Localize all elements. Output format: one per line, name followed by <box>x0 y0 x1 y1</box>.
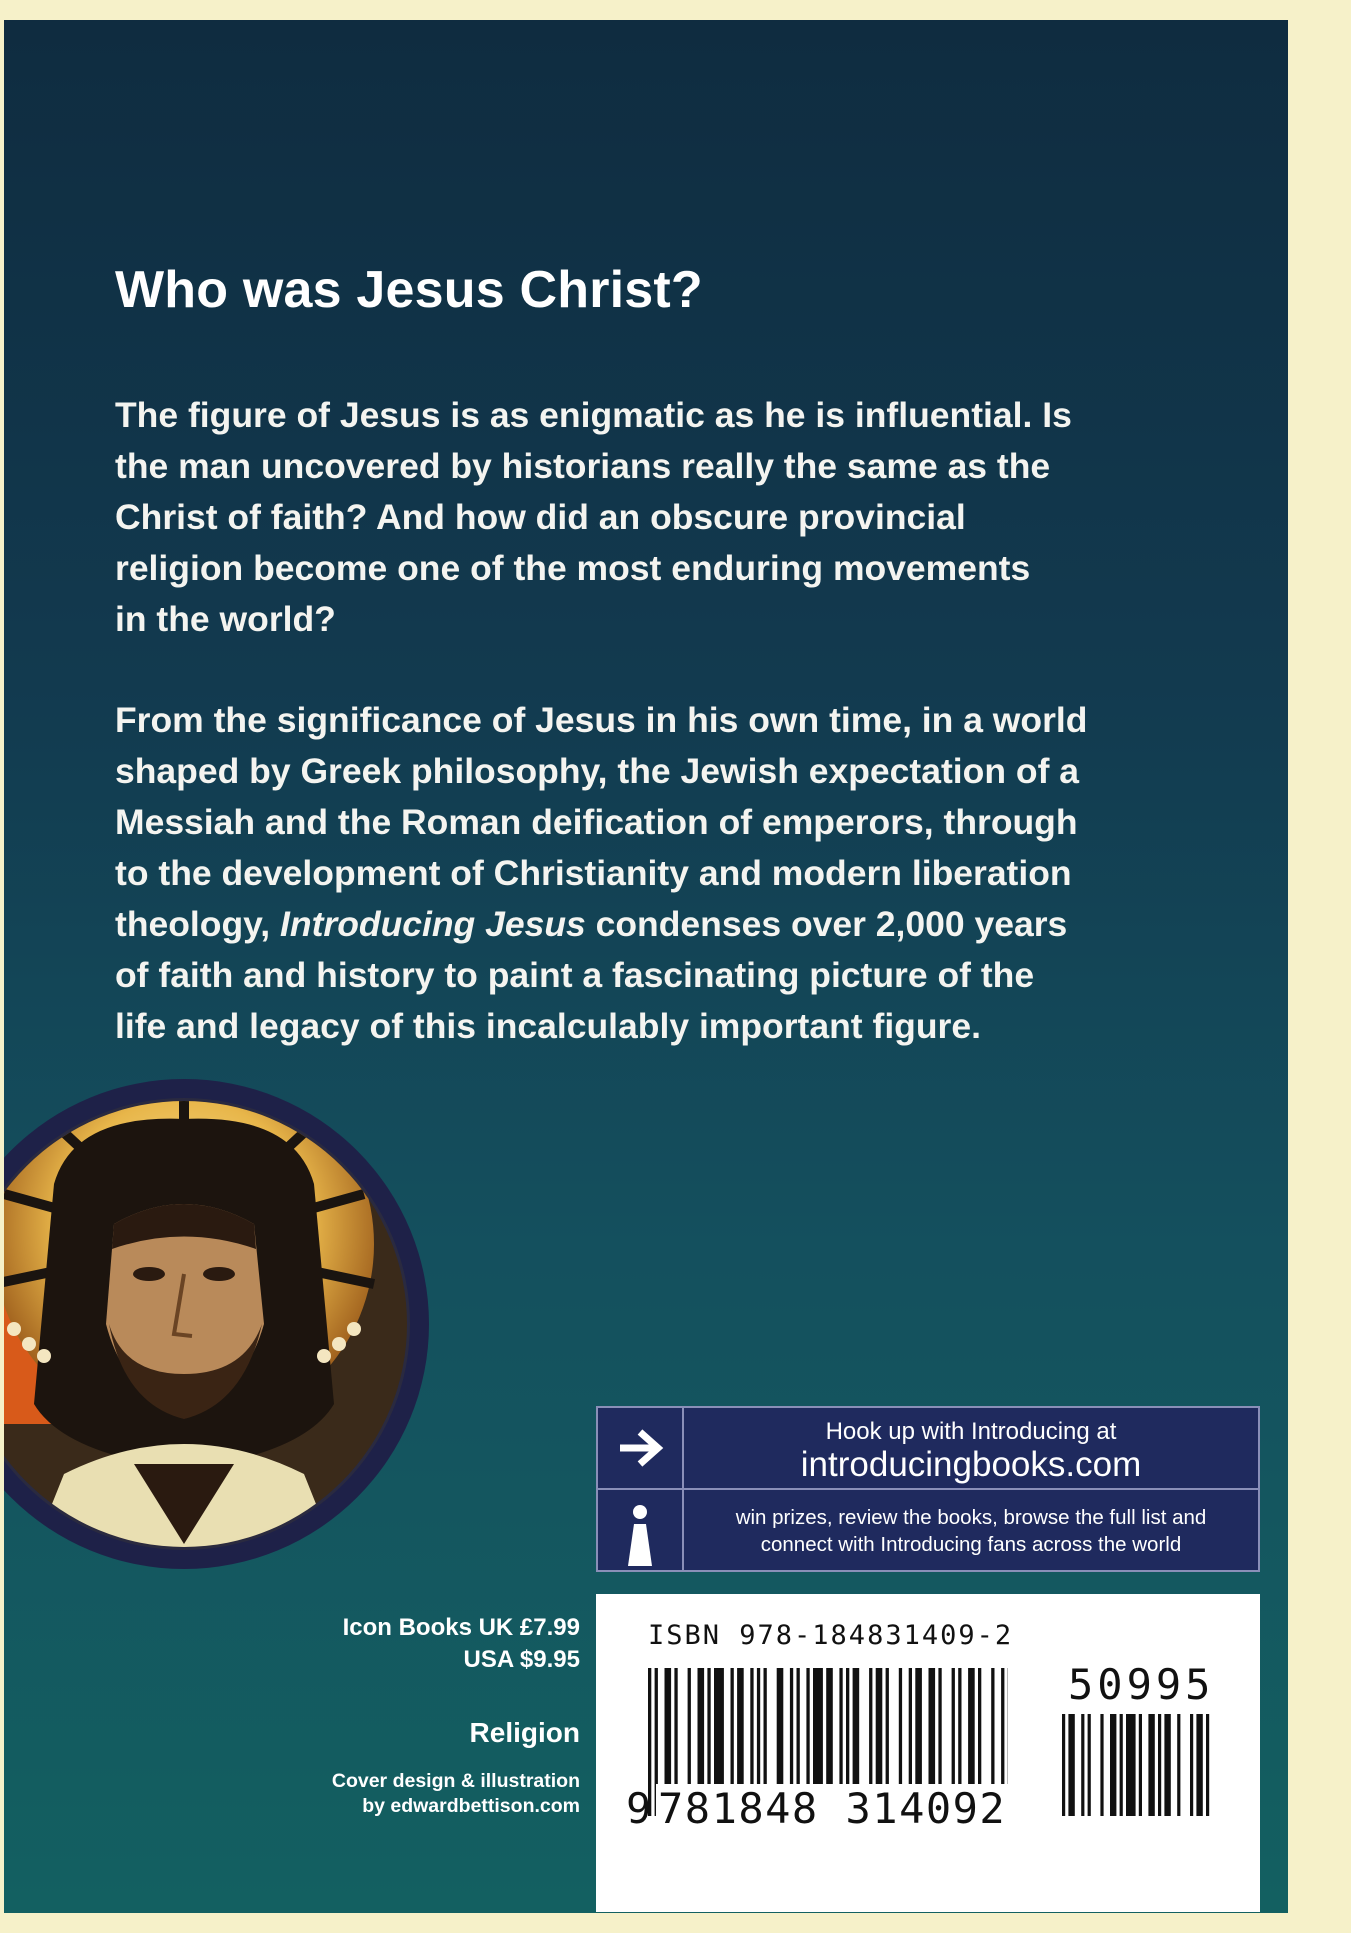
blurb-line: life and legacy of this incalculably important figure. <box>115 1006 981 1046</box>
barcode-bar <box>1081 1714 1084 1816</box>
addon-barcode <box>1062 1714 1242 1816</box>
promo-text: Hook up with Introducing at <box>825 1418 1117 1445</box>
cover-credit: by edwardbettison.com <box>362 1795 580 1817</box>
barcode-bar <box>1196 1714 1202 1816</box>
arrow-right-icon <box>616 1426 666 1470</box>
barcode-bar <box>1110 1714 1116 1816</box>
price-usa: USA $9.95 <box>463 1646 580 1673</box>
barcode-bar <box>1120 1714 1123 1816</box>
blurb-line-with-title <box>115 899 1195 950</box>
barcode-bar <box>1139 1714 1142 1816</box>
blurb-line: Christ of faith? And how did an obscure provincial <box>115 497 966 537</box>
barcode-bar <box>1177 1714 1180 1816</box>
barcode-bar <box>1126 1714 1136 1816</box>
barcode-bar <box>1088 1714 1091 1816</box>
panel-divider <box>598 1488 1258 1490</box>
price-code: 50995 <box>1068 1660 1215 1709</box>
blurb-text: condenses over 2,000 years <box>585 904 1068 944</box>
headline: Who was Jesus Christ? <box>115 261 703 319</box>
barcode-bar <box>1206 1714 1209 1816</box>
blurb-line: religion become one of the most enduring movements <box>115 548 1031 588</box>
promo-text: connect with Introducing fans across the world <box>760 1533 1182 1556</box>
barcode-bar <box>1190 1714 1193 1816</box>
jesus-stained-glass-portrait <box>4 1074 484 1574</box>
blurb-paragraph-1 <box>115 390 1195 645</box>
barcode-bar <box>1158 1714 1161 1816</box>
info-icon <box>622 1504 658 1568</box>
blurb-paragraph-2 <box>115 695 1195 1052</box>
category-label: Religion <box>469 1717 580 1748</box>
blurb-line: The figure of Jesus is as enigmatic as he is influential. Is <box>115 395 1072 435</box>
blurb-line: to the development of Christianity and modern liberation <box>115 853 1072 893</box>
barcode-box <box>596 1594 1260 1912</box>
blurb-text: theology, <box>115 904 281 944</box>
barcode-bar <box>1100 1714 1103 1816</box>
price-uk: Icon Books UK £7.99 <box>342 1614 580 1641</box>
blurb-line: shaped by Greek philosophy, the Jewish expectation of a <box>115 751 1079 791</box>
introducing-books-promo-panel <box>596 1406 1260 1572</box>
blurb-line: the man uncovered by historians really the same as the <box>115 446 1051 486</box>
blurb-line: Messiah and the Roman deification of emperors, through <box>115 802 1078 842</box>
isbn-number: ISBN 978-184831409-2 <box>648 1620 1014 1651</box>
blurb-line: in the world? <box>115 599 336 639</box>
blurb-line: of faith and history to paint a fascinating picture of the <box>115 955 1035 995</box>
ean-digits: 781848 314092 <box>658 1784 1007 1833</box>
book-title: Introducing Jesus <box>280 904 586 944</box>
barcode-bar <box>1068 1714 1074 1816</box>
promo-text: win prizes, review the books, browse the full list and <box>735 1506 1207 1529</box>
blurb-line: From the significance of Jesus in his own time, in a world <box>115 700 1088 740</box>
barcode-bar <box>1164 1714 1170 1816</box>
ean-lead-digit: 9 <box>626 1784 652 1833</box>
barcode-bar <box>1062 1714 1065 1816</box>
cover-credit: Cover design & illustration <box>331 1770 580 1792</box>
book-back-cover <box>4 20 1288 1913</box>
barcode-bar <box>1148 1714 1154 1816</box>
website-link[interactable]: introducingbooks.com <box>800 1445 1142 1484</box>
